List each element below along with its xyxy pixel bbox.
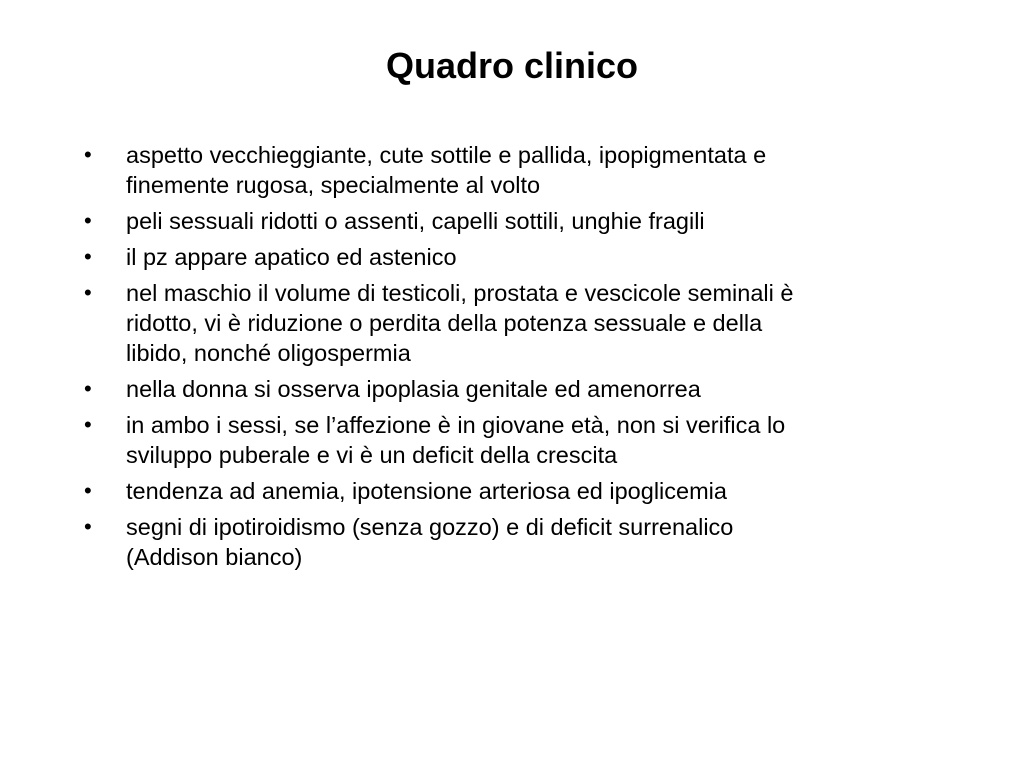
bullet-text: peli sessuali ridotti o assenti, capelli sottili, unghie fragili (126, 208, 705, 234)
bullet-dot-icon: • (84, 142, 92, 167)
bullet-dot-icon: • (84, 208, 92, 233)
bullet-item (82, 278, 937, 368)
bullet-dot-icon: • (84, 376, 92, 401)
bullet-text: nel maschio il volume di testicoli, prostata e vescicole seminali è ridotto, vi è riduzione o perdita della potenza sessuale e della libido, nonché oligospermia (126, 280, 794, 366)
slide-title: Quadro clinico (385, 45, 639, 86)
bullet-text: segni di ipotiroidismo (senza gozzo) e di deficit surrenalico (Addison bianco) (126, 514, 734, 570)
bullet-item (82, 206, 937, 236)
bullet-item (82, 374, 937, 404)
bullet-dot-icon: • (84, 478, 92, 503)
bullet-dot-icon: • (84, 412, 92, 437)
bullet-dot-icon: • (84, 514, 92, 539)
bullet-item (82, 476, 937, 506)
bullet-item (82, 410, 937, 470)
bullet-text: il pz appare apatico ed astenico (126, 244, 457, 270)
bullet-item (82, 242, 937, 272)
bullet-dot-icon: • (84, 280, 92, 305)
bullet-text: in ambo i sessi, se l’affezione è in giovane età, non si verifica lo sviluppo puberale e vi è un deficit della crescita (126, 412, 786, 468)
bullet-list (82, 140, 937, 578)
bullet-text: nella donna si osserva ipoplasia genitale ed amenorrea (126, 376, 701, 402)
bullet-item (82, 140, 937, 200)
bullet-text: tendenza ad anemia, ipotensione arteriosa ed ipoglicemia (126, 478, 727, 504)
bullet-text: aspetto vecchieggiante, cute sottile e pallida, ipopigmentata e finemente rugosa, specialmente al volto (126, 142, 767, 198)
bullet-dot-icon: • (84, 244, 92, 269)
bullet-item (82, 512, 937, 572)
